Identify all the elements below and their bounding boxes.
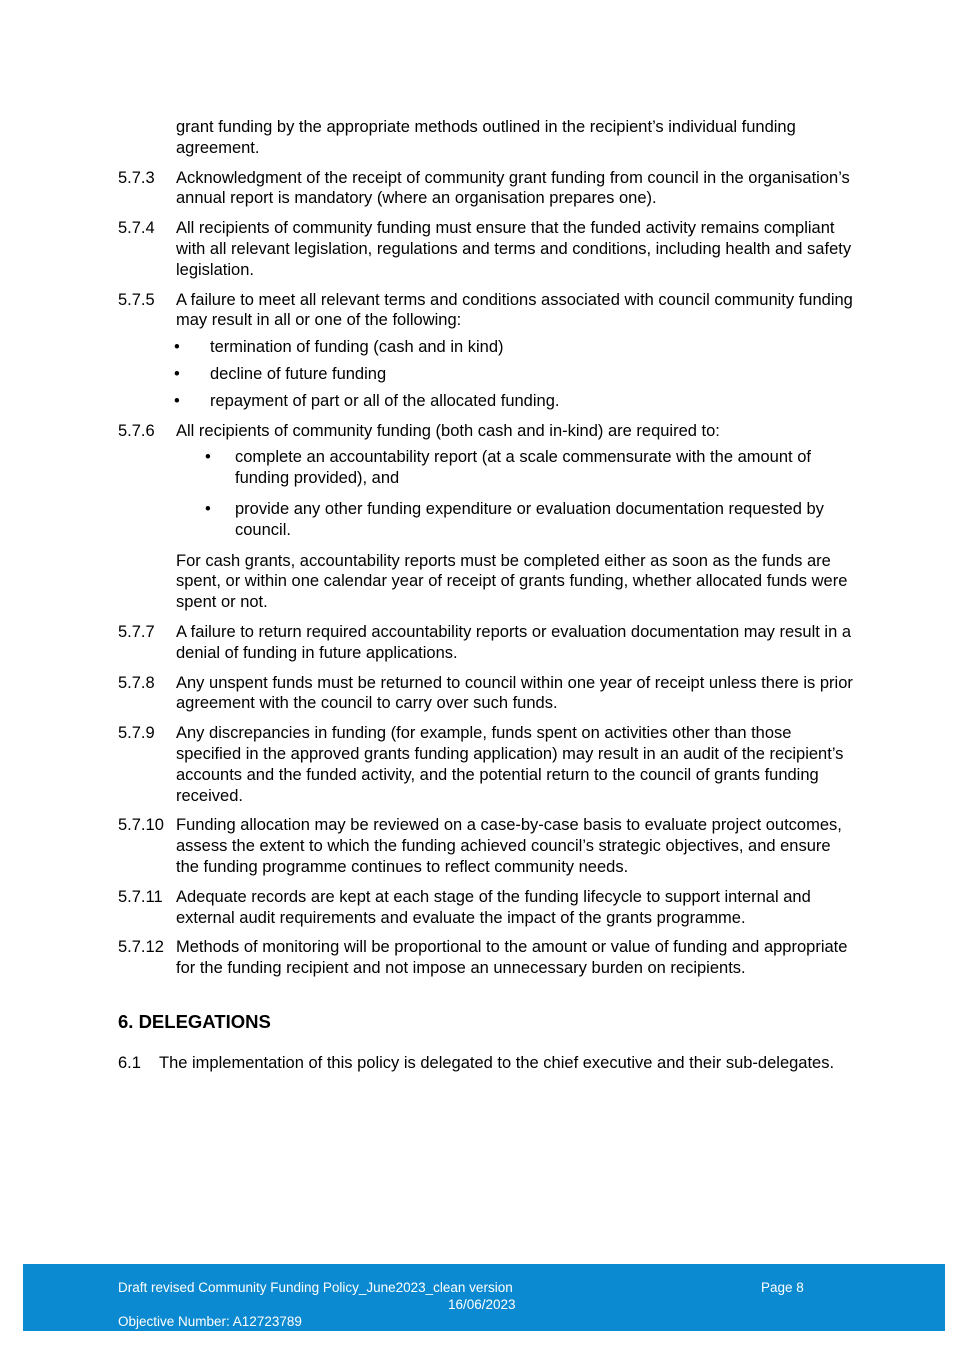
continuation-paragraph: grant funding by the appropriate methods outlined in the recipient’s individual funding agreement. [176, 118, 796, 157]
clause-text: Acknowledgment of the receipt of community grant funding from council in the organisation’s annual report is mandatory (where an organisation prepares one). [176, 168, 850, 208]
clause-text: Any discrepancies in funding (for example, funds spent on activities other than those specified in the approved grants funding application) may result in an audit of the recipient’s accounts and the funded activity, and the potential return to the council of grants funding received. [176, 724, 844, 805]
list-item: • provide any other funding expenditure or evaluation documentation requested by council. [118, 499, 858, 541]
clause-number: 5.7.7 [118, 622, 155, 641]
footer-objective-number: Objective Number: A12723789 [118, 1314, 302, 1329]
clause-text: Methods of monitoring will be proportional to the amount or value of funding and appropriate for the funding recipient and not impose an unnecessary burden on recipients. [176, 938, 848, 978]
clause-5-7-5 [118, 290, 858, 332]
clause-number: 5.7.10 [118, 816, 164, 835]
page-footer [23, 1264, 945, 1331]
clause-number: 5.7.9 [118, 724, 155, 743]
clause-5-7-11 [118, 887, 858, 929]
clause-5-7-10 [118, 815, 858, 877]
clause-number: 6.1 [118, 1053, 141, 1072]
clause-number: 5.7.4 [118, 219, 155, 238]
clause-text: Any unspent funds must be returned to council within one year of receipt unless there is prior agreement with the council to carry over such funds. [176, 673, 853, 713]
clause-text: Funding allocation may be reviewed on a case-by-case basis to evaluate project outcomes, assess the extent to which the funding achieved council’s strategic objectives, and ensure the funding programme continues to reflect community needs. [176, 816, 842, 876]
clause-5-7-7 [118, 622, 858, 664]
clause-5-7-9 [118, 723, 858, 806]
document-body [118, 117, 858, 1083]
clause-text: All recipients of community funding must ensure that the funded activity remains compliant with all relevant legislation, regulations and terms and conditions, including health and safety legislation. [176, 219, 852, 279]
clause-text: A failure to meet all relevant terms and conditions associated with council community funding may result in all or one of the following: [176, 290, 853, 330]
clause-text: The implementation of this policy is delegated to the chief executive and their sub-delegates. [159, 1053, 835, 1072]
clause-number: 5.7.11 [118, 887, 163, 906]
bullet-list-5-7-5 [118, 337, 858, 411]
clause-5-7-8 [118, 673, 858, 715]
footer-page-number: Page 8 [761, 1280, 804, 1295]
clause-5-7-6 [118, 421, 858, 442]
clause-number: 5.7.8 [118, 673, 155, 692]
clause-text: Adequate records are kept at each stage of the funding lifecycle to support internal and external audit requirements and evaluate the impact of the grants programme. [176, 887, 811, 927]
clause-number: 5.7.12 [118, 938, 164, 957]
clause-5-7-12 [118, 937, 858, 979]
clause-5-7-4 [118, 218, 858, 280]
bullet-list-5-7-6 [118, 447, 858, 540]
footer-date: 16/06/2023 [448, 1297, 516, 1312]
clause-number: 5.7.5 [118, 290, 155, 309]
clause-text: A failure to return required accountability reports or evaluation documentation may result in a denial of funding in future applications. [176, 622, 852, 662]
list-item: • decline of future funding [118, 364, 858, 385]
section-heading: 6. DELEGATIONS [118, 1010, 271, 1032]
clause-6-1 [118, 1053, 858, 1074]
list-item: • complete an accountability report (at a scale commensurate with the amount of funding provided), and [118, 447, 858, 489]
continuation-paragraph: For cash grants, accountability reports must be completed either as soon as the funds are spent, or within one calendar year of receipt of grants funding, whether allocated funds were spent or not. [176, 551, 848, 612]
footer-document-title: Draft revised Community Funding Policy_June2023_clean version [118, 1280, 513, 1295]
clause-text: All recipients of community funding (both cash and in-kind) are required to: [176, 421, 720, 440]
clause-number: 5.7.3 [118, 168, 155, 187]
clause-number: 5.7.6 [118, 421, 155, 440]
list-item: • termination of funding (cash and in kind) [118, 337, 858, 358]
clause-5-7-3 [118, 168, 858, 210]
list-item: • repayment of part or all of the allocated funding. [118, 391, 858, 412]
